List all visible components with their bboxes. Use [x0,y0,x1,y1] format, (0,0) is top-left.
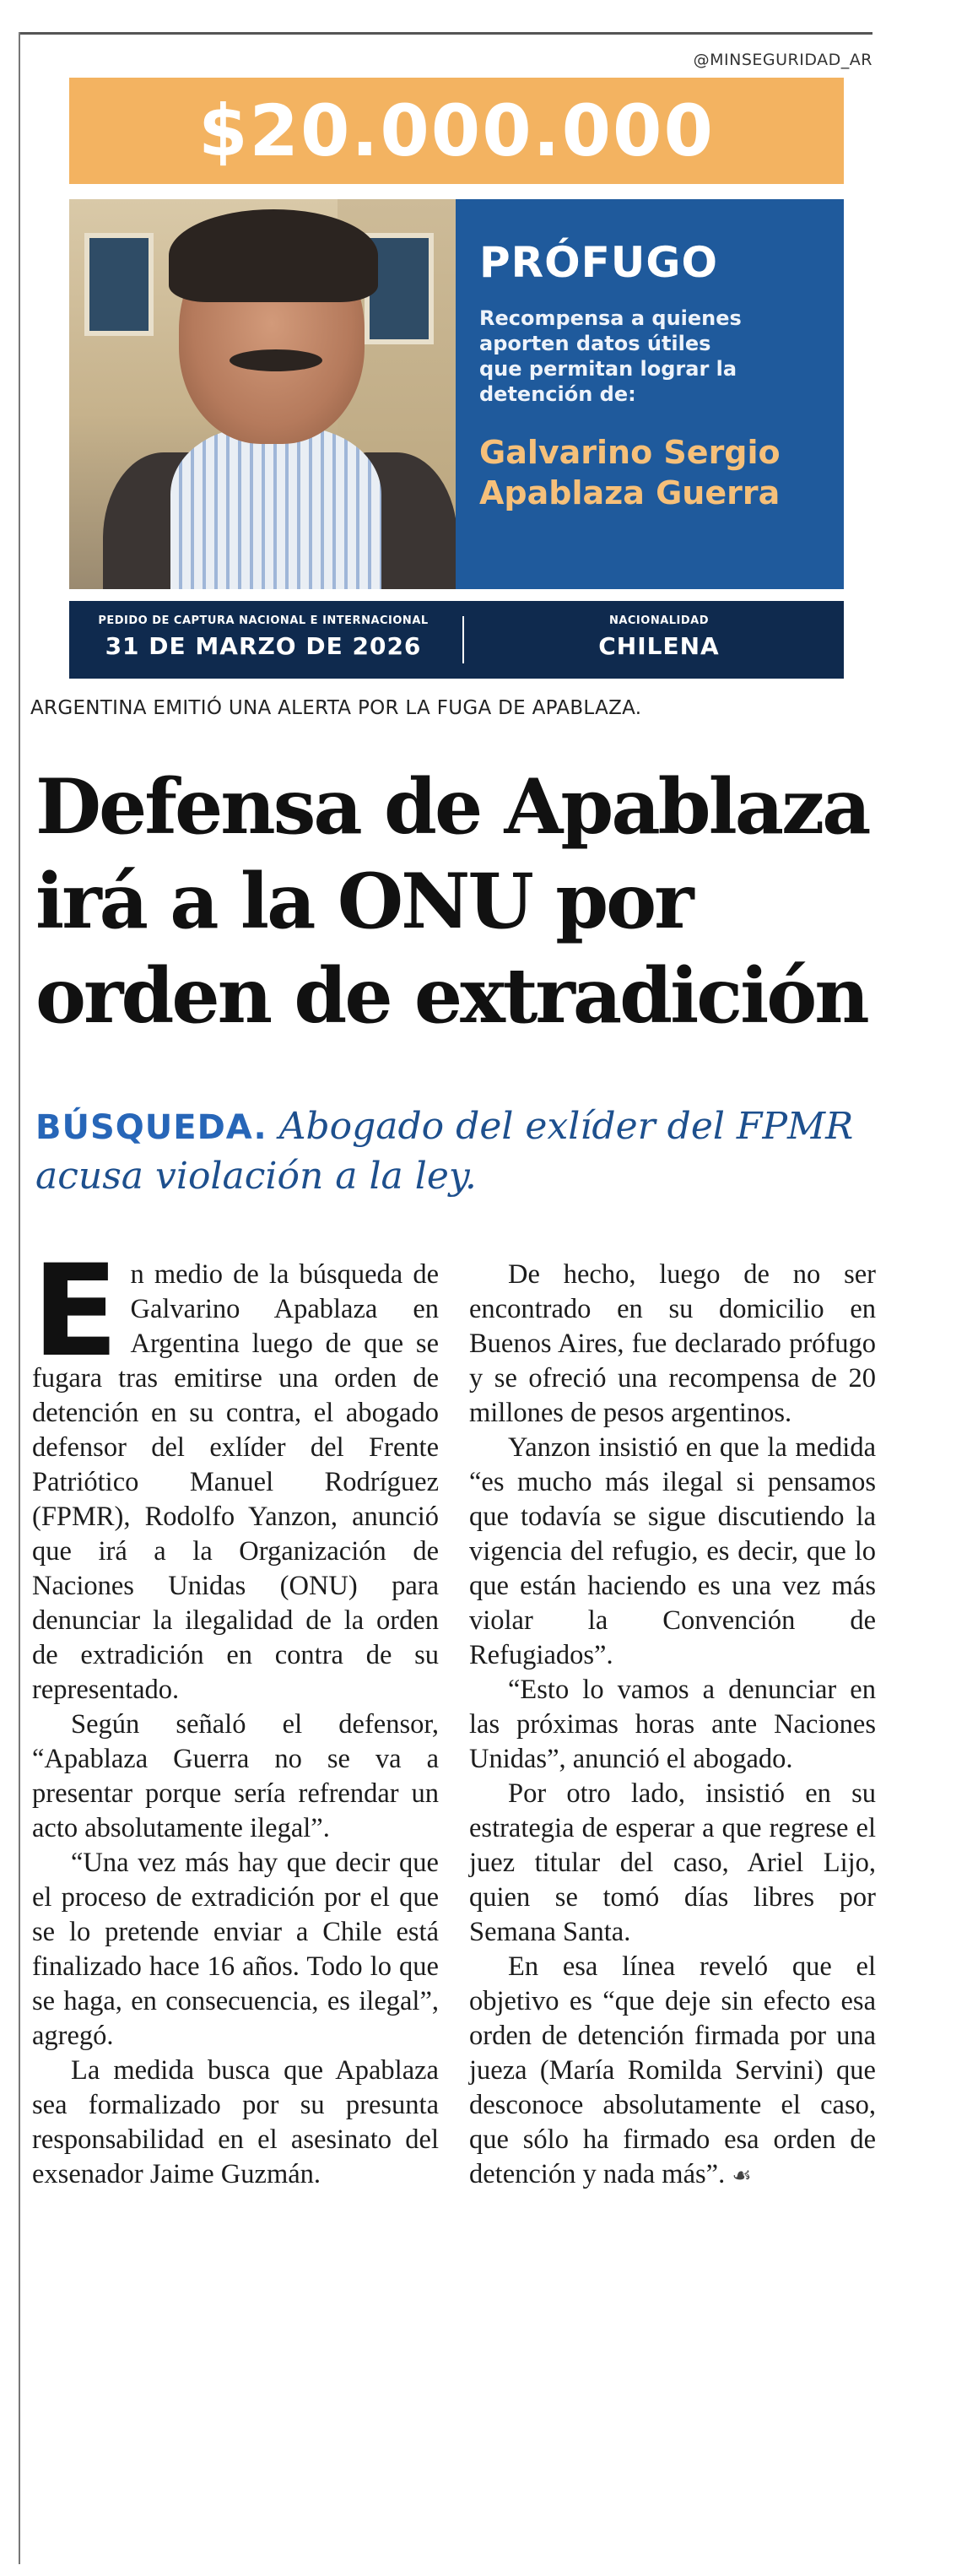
article-paragraph-2: Según señaló el defensor, “Apablaza Guerra no se va a presentar porque sería refrendar un acto absolutamente ilegal”. [32,1709,439,1843]
capture-info-bar [69,601,844,679]
nationality-info [474,614,844,660]
nationality-value: CHILENA [598,632,720,660]
end-mark-icon: ☙ [732,2163,752,2188]
wanted-poster [69,199,844,589]
subheadline [35,1102,879,1201]
fugitive-name-line1: Galvarino Sergio [479,434,781,471]
article-body [32,1238,876,2549]
article-paragraph-1 [32,1238,439,1707]
capture-date: 31 DE MARZO DE 2026 [105,632,422,660]
reward-banner [69,78,844,184]
bar-divider [462,616,464,663]
fugitive-photo [69,199,456,589]
article-paragraph-9 [469,1950,876,2193]
capture-label: PEDIDO DE CAPTURA NACIONAL E INTERNACIONAL [98,614,429,627]
article-paragraph-6: Yanzon insistió en que la medida “es mucho más ilegal si pensamos que todavía se sigue discutiendo la vigencia del refugio, es decir, que lo que están haciendo es una vez más violar la Convención de Refugiados”. [469,1432,876,1670]
headline-line2: irá a la ONU por [35,857,692,946]
subhead-text: Abogado del exlíder del FPMR acusa violación a la ley. [35,1105,854,1198]
headline-line3: orden de extradición [35,951,867,1041]
fugitive-name-line2: Apablaza Guerra [479,474,781,511]
paragraph-1-text: n medio de la búsqueda de Galvarino Apablaza en Argentina luego de que se fugara tras emitirse una orden de detención en su contra, el abogado defensor del exlíder del Frente Patriótico Manuel Rodríguez (FPMR), Rodolfo Yanzon, anunció que irá a la Organización de Naciones Unidas (ONU) para denunciar la ilegalidad de la orden de extradición en contra de su representado. [32,1259,439,1705]
drop-cap: E [32,1238,119,1385]
article-paragraph-5: De hecho, luego de no ser encontrado en su domicilio en Buenos Aires, fue declarado prófugo y se ofreció una recompensa de 20 millones de pesos argentinos. [469,1259,876,1428]
headline [35,760,896,1043]
subhead-kicker: BÚSQUEDA. [35,1108,267,1147]
article-paragraph-8: Por otro lado, insistió en su estrategia de esperar a que regrese el juez titular del caso, Ariel Lijo, quien se tomó días libres por Semana Santa. [469,1778,876,1947]
fugitive-name [479,432,822,513]
reward-amount: $20.000.000 [198,89,715,172]
poster-description: Recompensa a quienes aporten datos útiles que permitan lograr la detención de: [479,306,742,406]
photo-caption: ARGENTINA EMITIÓ UNA ALERTA POR LA FUGA DE APABLAZA. [30,697,642,719]
capture-order [69,614,457,660]
poster-status: PRÓFUGO [479,238,718,287]
article-paragraph-7: “Esto lo vamos a denunciar en las próximas horas ante Naciones Unidas”, anunció el abogado. [469,1675,876,1774]
top-rule [19,32,872,35]
image-credit: @MINSEGURIDAD_AR [693,51,872,69]
article-paragraph-4: La medida busca que Apablaza sea formalizado por su presunta responsabilidad en el asesinato del exsenador Jaime Guzmán. [32,2055,439,2189]
article-paragraph-3: “Una vez más hay que decir que el proceso de extradición por el que se lo pretende enviar a Chile está finalizado hace 16 años. Todo lo que se haga, en consecuencia, es ilegal”, agregó. [32,1848,439,2051]
headline-line1: Defensa de Apablaza [35,762,869,852]
poster-info-panel [456,199,844,589]
left-rule [19,32,20,2564]
paragraph-9-text: En esa línea reveló que el objetivo es “que deje sin efecto esa orden de detención firmada por una jueza (María Romilda Servini) que desconoce absolutamente el caso, que sólo ha firmado esa orden de detención y nada más”. [469,1951,876,2189]
nationality-label: NACIONALIDAD [608,614,710,627]
